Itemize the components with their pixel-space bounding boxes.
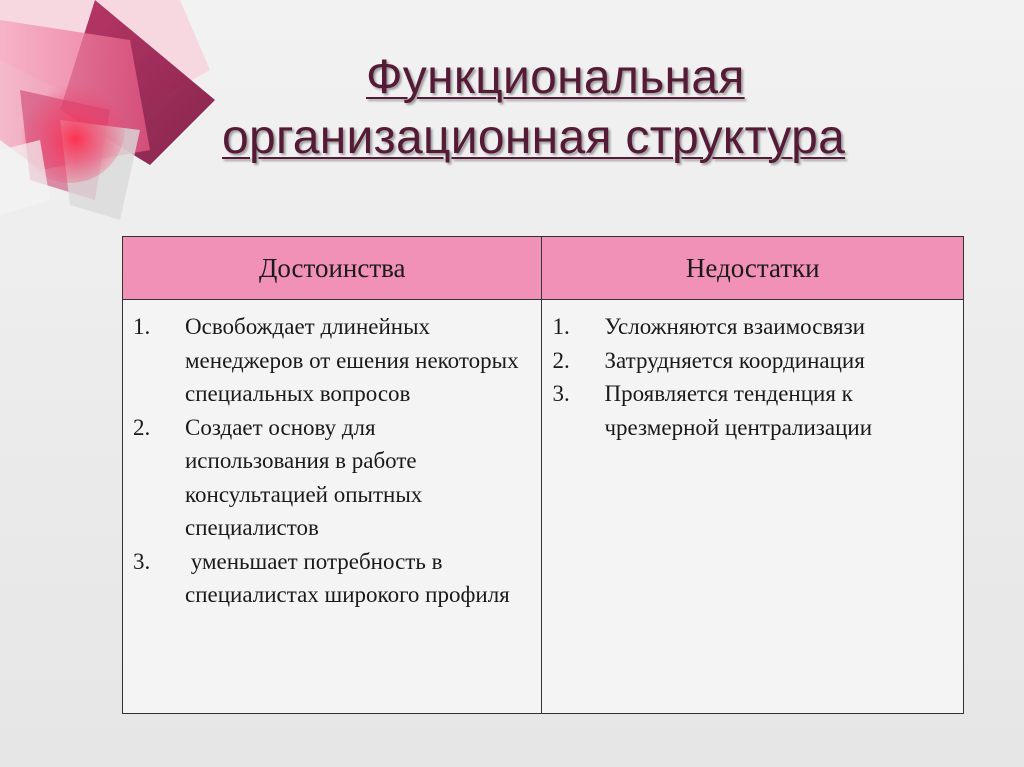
list-text: Освобождает длинейных менеджеров от ешения некоторых специальных вопросов (185, 314, 519, 406)
title-line-2: организационная структура (222, 111, 846, 164)
list-number: 1. (133, 314, 151, 339)
advantages-list (133, 310, 525, 612)
list-text: Затрудняется координация (604, 347, 865, 373)
list-item (133, 545, 525, 612)
list-number: 2. (133, 414, 151, 440)
list-number: 2. (552, 347, 570, 373)
list-number: 3. (552, 381, 570, 406)
header-advantages: Достоинства (123, 237, 542, 300)
list-number: 1. (552, 314, 570, 339)
list-text: Проявляется тенденция к чрезмерной централизации (604, 381, 873, 440)
list-item (133, 411, 525, 545)
list-text: Создает основу для использования в работе консультацией опытных специалистов (185, 414, 423, 540)
list-item (133, 310, 525, 411)
list-item (552, 377, 947, 444)
list-number: 3. (133, 548, 151, 574)
table-body-row (123, 300, 964, 714)
list-text: уменьшает потребность в специалистах широкого профиля (185, 548, 510, 607)
list-text: Усложняются взаимосвязи (604, 314, 865, 339)
list-item (552, 310, 947, 344)
header-disadvantages: Недостатки (542, 237, 964, 300)
disadvantages-cell (542, 300, 964, 714)
title-line-1: Функциональная (366, 51, 745, 104)
disadvantages-list (552, 310, 947, 444)
comparison-table (122, 236, 964, 714)
decorative-shapes (0, 0, 240, 230)
advantages-cell (123, 300, 542, 714)
table-header-row (123, 237, 964, 300)
list-item (552, 344, 947, 378)
slide-title (222, 48, 982, 168)
